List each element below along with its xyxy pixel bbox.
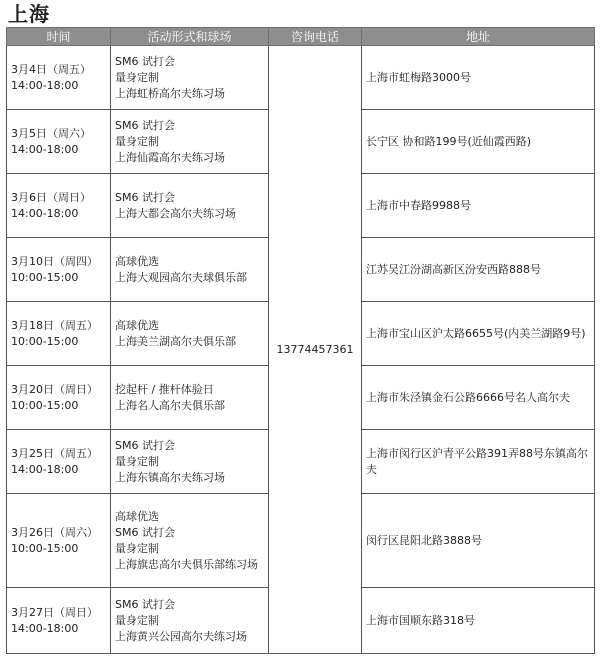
activity-cell [111, 588, 269, 654]
activity-line: 上海大观园高尔夫球俱乐部 [115, 270, 247, 284]
activity-line: 上海东镇高尔夫练习场 [115, 470, 225, 484]
page-title: 上海 [8, 2, 50, 26]
phone-number: 13774457361 [276, 342, 354, 356]
date-text: 3月18日（周五） [11, 318, 98, 332]
activity-cell [111, 494, 269, 588]
time-text: 10:00-15:00 [11, 270, 79, 284]
table-row [7, 46, 595, 110]
date-text: 3月10日（周四） [11, 254, 98, 268]
schedule-table [6, 27, 595, 654]
time-cell [7, 366, 111, 430]
time-cell [7, 46, 111, 110]
time-text: 10:00-15:00 [11, 334, 79, 348]
activity-cell [111, 238, 269, 302]
time-text: 10:00-15:00 [11, 398, 79, 412]
date-text: 3月20日（周日） [11, 382, 98, 396]
activity-cell [111, 366, 269, 430]
activity-cell [111, 174, 269, 238]
activity-cell [111, 46, 269, 110]
header-phone: 咨询电话 [269, 28, 362, 46]
activity-line: 上海仙霞高尔夫练习场 [115, 150, 225, 164]
activity-line: 上海旗忠高尔夫俱乐部练习场 [115, 557, 258, 571]
activity-cell [111, 430, 269, 494]
address-cell: 上海市闵行区沪青平公路391弄88号东镇高尔夫 [362, 430, 595, 494]
date-text: 3月27日（周日） [11, 605, 98, 619]
time-text: 14:00-18:00 [11, 621, 79, 635]
activity-line: 量身定制 [115, 613, 159, 627]
time-cell [7, 494, 111, 588]
header-address: 地址 [362, 28, 595, 46]
address-cell: 上海市宝山区沪太路6655号(内美兰湖路9号) [362, 302, 595, 366]
time-text: 14:00-18:00 [11, 78, 79, 92]
time-cell [7, 238, 111, 302]
activity-cell [111, 110, 269, 174]
activity-line: 上海虹桥高尔夫练习场 [115, 86, 225, 100]
address-cell: 上海市虹梅路3000号 [362, 46, 595, 110]
activity-line: 挖起杆 / 推杆体验日 [115, 382, 214, 396]
address-cell: 上海市中春路9988号 [362, 174, 595, 238]
address-cell: 闵行区昆阳北路3888号 [362, 494, 595, 588]
date-text: 3月5日（周六） [11, 126, 91, 140]
date-text: 3月4日（周五） [11, 62, 91, 76]
activity-line: SM6 试打会 [115, 118, 175, 132]
activity-line: 量身定制 [115, 70, 159, 84]
activity-line: SM6 试打会 [115, 438, 175, 452]
activity-line: 上海美兰湖高尔夫俱乐部 [115, 334, 236, 348]
time-text: 14:00-18:00 [11, 206, 79, 220]
time-text: 14:00-18:00 [11, 462, 79, 476]
address-cell: 长宁区 协和路199号(近仙霞西路) [362, 110, 595, 174]
activity-line: SM6 试打会 [115, 54, 175, 68]
activity-line: 上海黄兴公园高尔夫练习场 [115, 629, 247, 643]
activity-line: 量身定制 [115, 454, 159, 468]
phone-cell [269, 46, 362, 654]
header-activity: 活动形式和球场 [111, 28, 269, 46]
time-cell [7, 588, 111, 654]
activity-line: 高球优选 [115, 509, 159, 523]
activity-line: 量身定制 [115, 541, 159, 555]
time-cell [7, 174, 111, 238]
address-cell: 上海市朱泾镇金石公路6666号名人高尔夫 [362, 366, 595, 430]
time-text: 10:00-15:00 [11, 541, 79, 555]
activity-line: 高球优选 [115, 318, 159, 332]
activity-cell [111, 302, 269, 366]
time-cell [7, 302, 111, 366]
activity-line: 高球优选 [115, 254, 159, 268]
activity-line: 上海名人高尔夫俱乐部 [115, 398, 225, 412]
activity-line: 量身定制 [115, 134, 159, 148]
activity-line: SM6 试打会 [115, 190, 175, 204]
activity-line: 上海大都会高尔夫练习场 [115, 206, 236, 220]
date-text: 3月25日（周五） [11, 446, 98, 460]
time-cell [7, 430, 111, 494]
time-text: 14:00-18:00 [11, 142, 79, 156]
activity-line: SM6 试打会 [115, 525, 175, 539]
address-cell: 江苏吴江汾湖高新区汾安西路888号 [362, 238, 595, 302]
address-cell: 上海市国顺东路318号 [362, 588, 595, 654]
table-header-row [7, 28, 595, 46]
header-time: 时间 [7, 28, 111, 46]
time-cell [7, 110, 111, 174]
date-text: 3月26日（周六） [11, 525, 98, 539]
date-text: 3月6日（周日） [11, 190, 91, 204]
activity-line: SM6 试打会 [115, 597, 175, 611]
